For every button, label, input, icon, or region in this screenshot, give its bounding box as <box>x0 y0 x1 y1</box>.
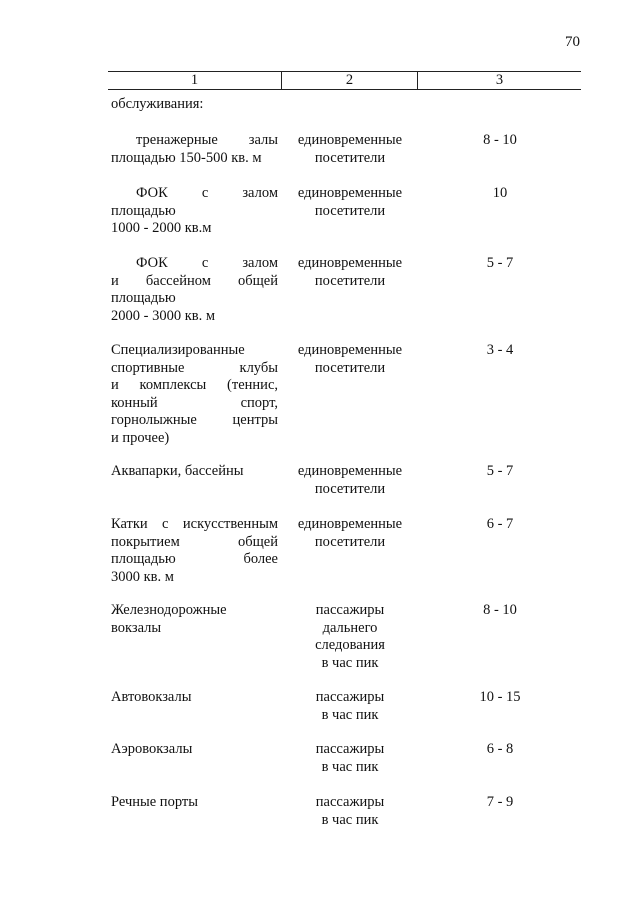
cell-line: 1000 - 2000 кв.м <box>111 220 212 236</box>
cell-line: ФОК с залом <box>136 185 278 201</box>
value-cell: 6 - 7 <box>486 516 514 532</box>
value-cell: 10 - 15 <box>479 689 521 705</box>
cell-line: пассажиры <box>315 741 385 757</box>
cell-line: пассажиры <box>315 602 385 618</box>
category-cell <box>282 741 418 776</box>
category-cell <box>282 132 418 167</box>
continuation-text: обслуживания: <box>111 96 204 112</box>
cell-line: посетители <box>314 272 386 289</box>
category-cell <box>282 516 418 551</box>
cell-line: в час пик <box>321 758 379 775</box>
table-header <box>108 71 581 90</box>
cell-line: в час пик <box>321 654 379 671</box>
cell-line: посетители <box>314 202 386 219</box>
facility-cell <box>111 185 278 238</box>
value-cell: 7 - 9 <box>486 794 514 810</box>
cell-line: вокзалы <box>111 619 162 636</box>
cell-line: следования <box>315 637 385 653</box>
cell-line: Автовокзалы <box>111 689 192 705</box>
facility-cell <box>111 342 278 447</box>
cell-line: площадью <box>111 290 176 306</box>
cell-line: пассажиры <box>315 689 385 705</box>
cell-line: в час пик <box>321 706 379 723</box>
column-header-2: 2 <box>345 72 354 88</box>
cell-line: посетители <box>314 149 386 166</box>
facility-cell <box>111 602 278 637</box>
cell-line: Аэровокзалы <box>111 741 193 757</box>
category-cell <box>282 185 418 220</box>
facility-cell <box>111 255 278 325</box>
cell-line: и комплексы (теннис, <box>111 377 278 393</box>
facility-cell <box>111 689 278 707</box>
cell-line: 3000 кв. м <box>111 568 174 585</box>
category-cell <box>282 689 418 724</box>
cell-line: Катки с искусственным <box>111 516 278 532</box>
value-cell: 5 - 7 <box>486 463 514 479</box>
category-cell <box>282 255 418 290</box>
cell-line: дальнего <box>322 619 378 636</box>
facility-cell <box>111 132 278 167</box>
cell-line: конный спорт, <box>111 394 278 411</box>
value-cell: 5 - 7 <box>486 255 514 271</box>
cell-line: и прочее) <box>111 429 170 446</box>
facility-cell <box>111 794 278 812</box>
cell-line: Речные порты <box>111 794 198 810</box>
value-cell: 3 - 4 <box>486 342 514 358</box>
cell-line: единовременные <box>297 132 403 148</box>
cell-line: посетители <box>314 480 386 497</box>
cell-line: Железнодорожные <box>111 602 227 618</box>
cell-line: 2000 - 3000 кв. м <box>111 307 216 324</box>
category-cell <box>282 342 418 377</box>
cell-line: площадью более <box>111 551 278 567</box>
cell-line: единовременные <box>297 185 403 201</box>
cell-line: тренажерные залы <box>136 132 278 148</box>
cell-line: ФОК с залом <box>136 255 278 271</box>
cell-line: площадью <box>111 202 176 219</box>
category-cell <box>282 602 418 672</box>
cell-line: единовременные <box>297 342 403 358</box>
column-header-1: 1 <box>190 72 199 88</box>
category-cell <box>282 463 418 498</box>
cell-line: покрытием общей <box>111 533 278 550</box>
cell-line: в час пик <box>321 811 379 828</box>
cell-line: единовременные <box>297 516 403 532</box>
facility-cell <box>111 463 278 481</box>
cell-line: спортивные клубы <box>111 359 278 376</box>
cell-line: единовременные <box>297 463 403 479</box>
cell-line: посетители <box>314 359 386 376</box>
category-cell <box>282 794 418 829</box>
value-cell: 10 <box>492 185 508 201</box>
cell-line: пассажиры <box>315 794 385 810</box>
cell-line: единовременные <box>297 255 403 271</box>
cell-line: и бассейном общей <box>111 272 278 289</box>
facility-cell <box>111 516 278 586</box>
cell-line: горнолыжные центры <box>111 412 278 428</box>
value-cell: 8 - 10 <box>483 132 517 148</box>
facility-cell <box>111 741 278 759</box>
cell-line: посетители <box>314 533 386 550</box>
value-cell: 8 - 10 <box>483 602 517 618</box>
column-header-3: 3 <box>495 72 504 88</box>
cell-line: площадью 150-500 кв. м <box>111 149 262 166</box>
cell-line: Специализированные <box>111 342 245 358</box>
value-cell: 6 - 8 <box>486 741 514 757</box>
cell-line: Аквапарки, бассейны <box>111 463 244 479</box>
page-number: 70 <box>565 34 580 50</box>
